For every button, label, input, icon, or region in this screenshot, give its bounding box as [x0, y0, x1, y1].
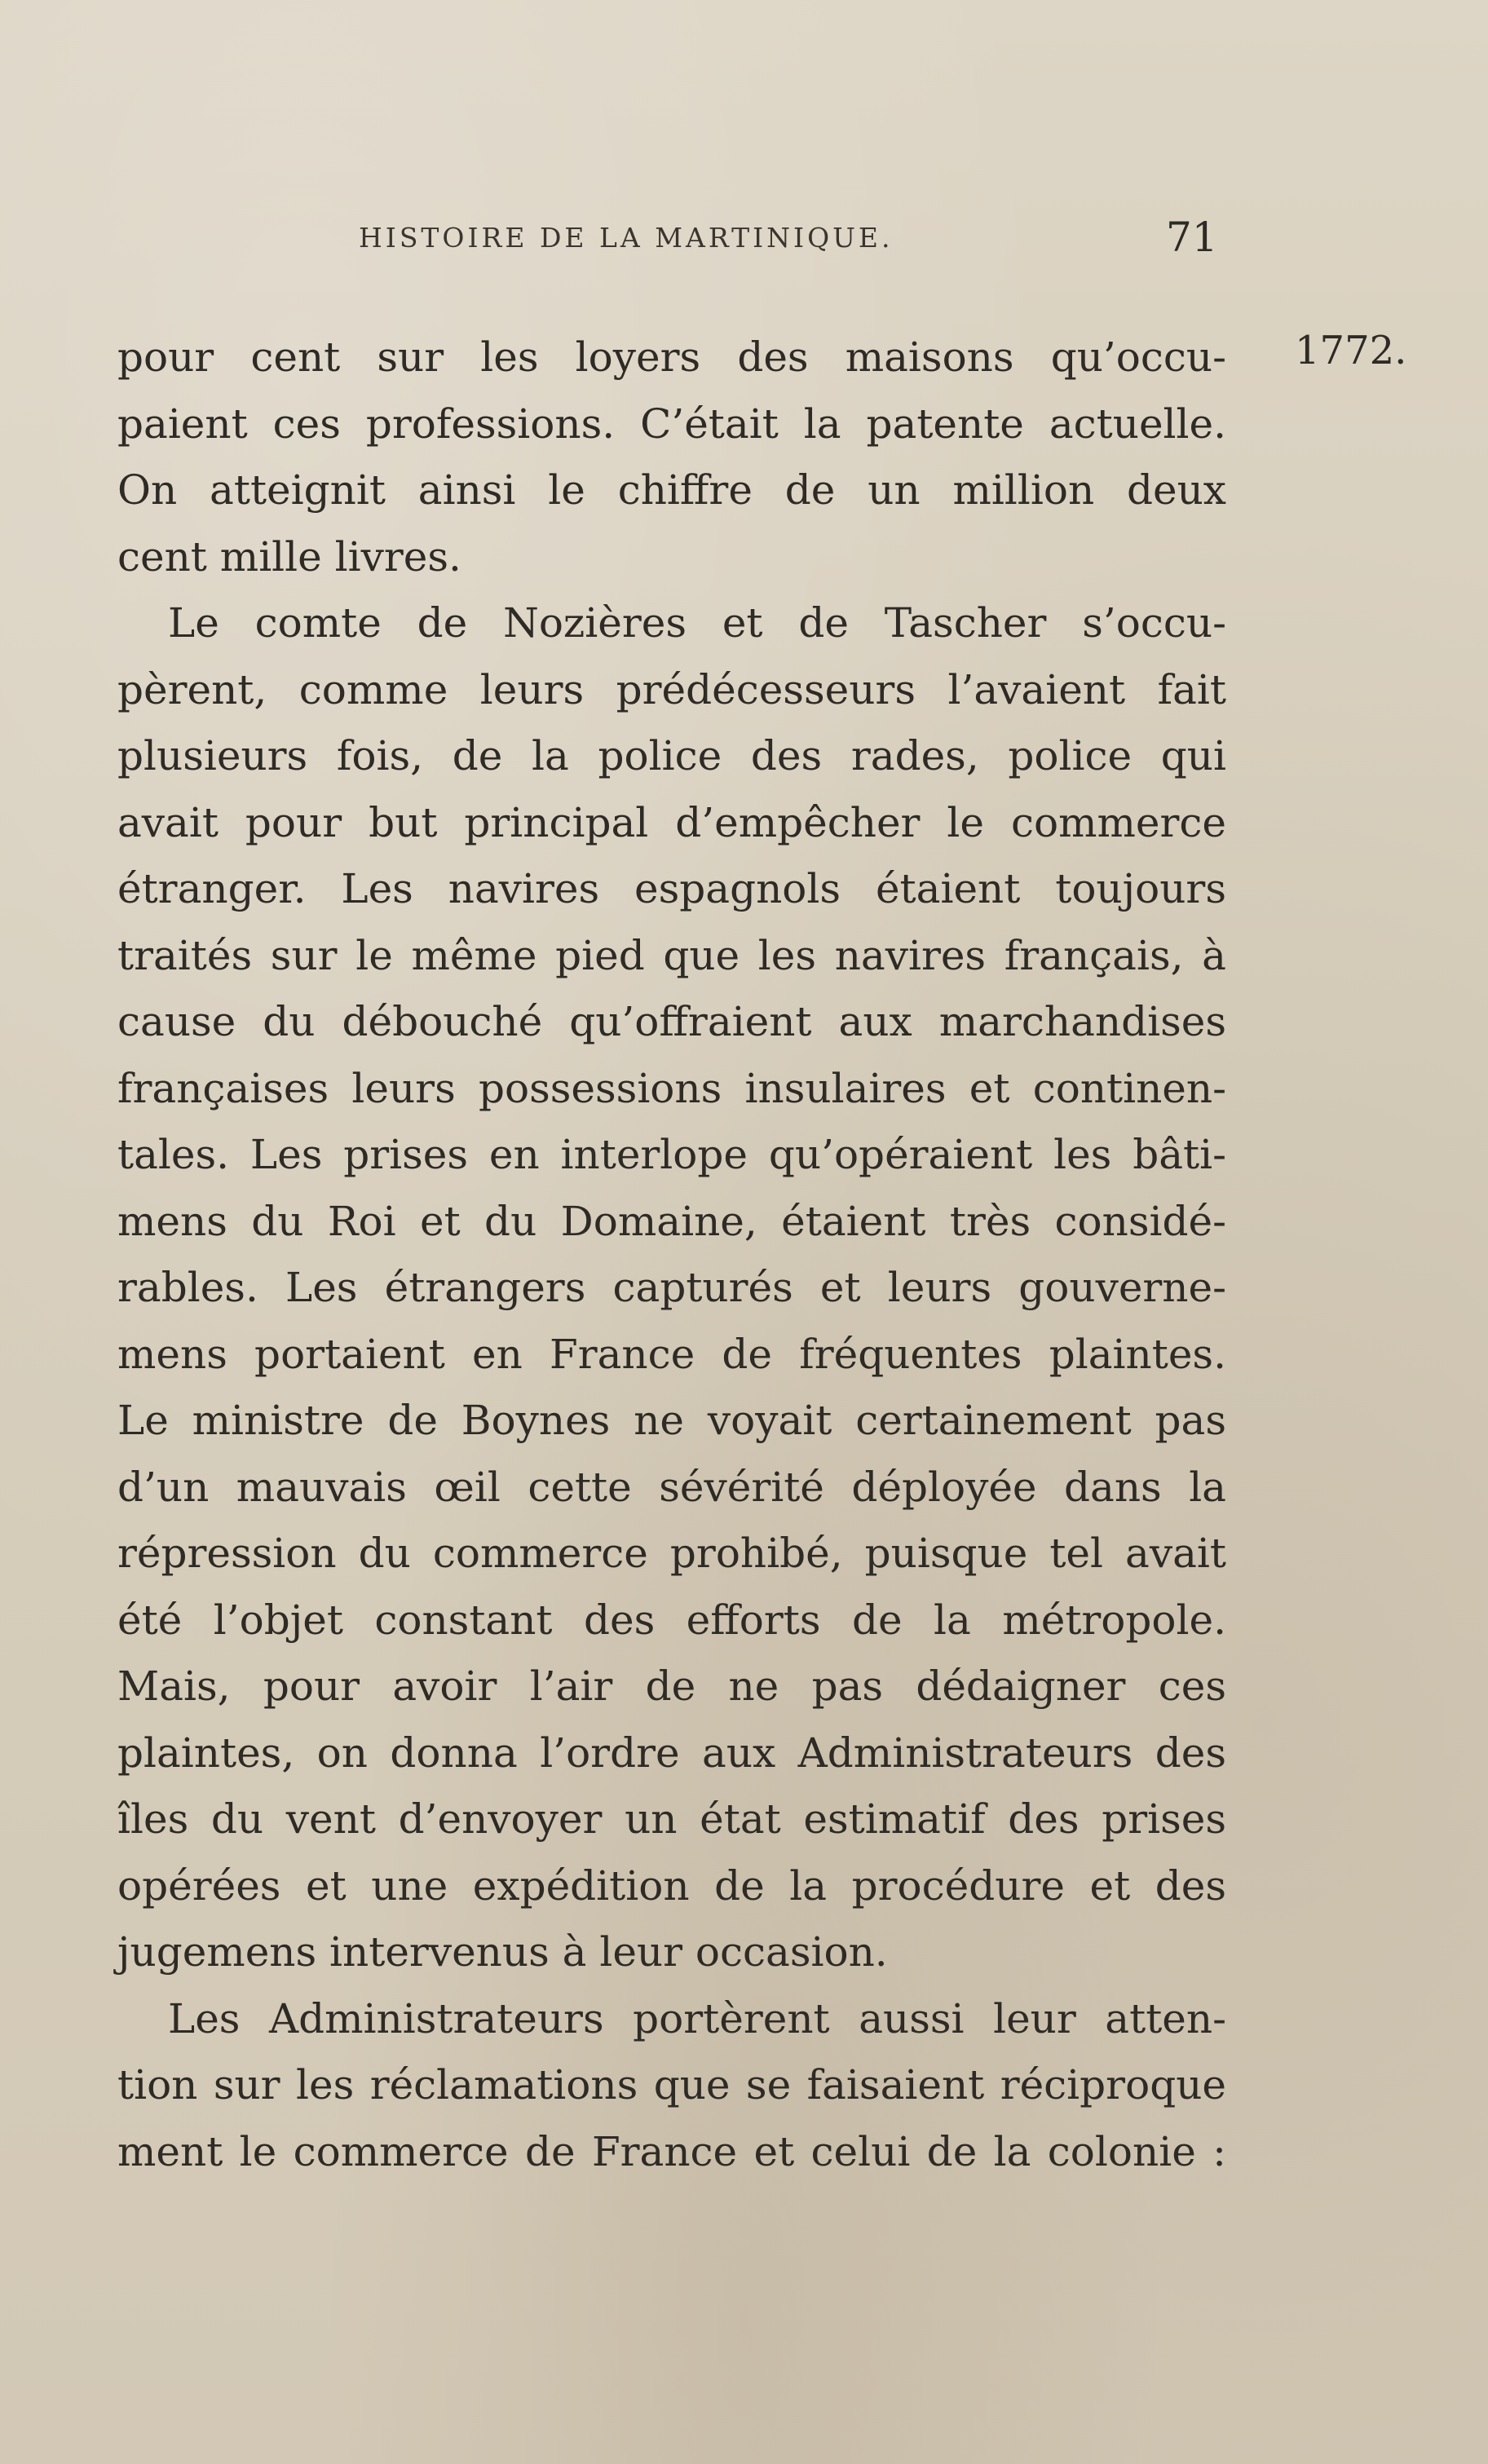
text-line: répression du commerce prohibé, puisque tel avait [117, 1530, 1226, 1577]
text-line: pèrent, comme leurs prédécesseurs l’avaient fait [117, 665, 1226, 713]
text-line: ment le commerce de France et celui de la colonie : [117, 2127, 1226, 2175]
text-line: étranger. Les navires espagnols étaient toujours [117, 865, 1226, 912]
text-line: pour cent sur les loyers des maisons qu’occu- [117, 333, 1226, 381]
text-line: Les Administrateurs portèrent aussi leur atten- [168, 1994, 1226, 2042]
text-line: opérées et une expédition de la procédure et des [117, 1861, 1226, 1910]
text-line: Le ministre de Boynes ne voyait certainement pas [117, 1397, 1226, 1444]
text-line: paient ces professions. C’était la patente actuelle. [117, 400, 1226, 448]
text-line: plusieurs fois, de la police des rades, police qui [117, 732, 1226, 779]
text-line: Mais, pour avoir l’air de ne pas dédaigner ces [117, 1663, 1226, 1710]
text-line: d’un mauvais œil cette sévérité déployée dans la [117, 1463, 1226, 1511]
text-line: On atteignit ainsi le chiffre de un million deux [117, 466, 1226, 514]
margin-year-note: 1772. [1295, 328, 1407, 373]
text-line: îles du vent d’envoyer un état estimatif des prises [117, 1795, 1226, 1843]
text-line: tion sur les réclamations que se faisaient réciproque [117, 2061, 1226, 2109]
text-line: jugemens intervenus à leur occasion. [117, 1928, 888, 1976]
text-line: françaises leurs possessions insulaires et continen- [117, 1064, 1226, 1112]
text-line: mens portaient en France de fréquentes plaintes. [117, 1330, 1226, 1378]
body-text [117, 325, 1226, 2185]
text-line: traités sur le même pied que les navires français, à [117, 931, 1226, 979]
text-line: Le comte de Nozières et de Tascher s’occu- [168, 599, 1226, 647]
text-line: avait pour but principal d’empêcher le commerce [117, 798, 1226, 846]
text-line: plaintes, on donna l’ordre aux Administrateurs des [117, 1729, 1226, 1777]
text-line: cause du débouché qu’offraient aux marchandises [117, 998, 1226, 1045]
running-head: HISTOIRE DE LA MARTINIQUE. [359, 222, 894, 254]
page-number: 71 [1166, 214, 1218, 261]
text-line: tales. Les prises en interlope qu’opéraient les bâti- [117, 1131, 1226, 1178]
text-line: été l’objet constant des efforts de la métropole. [117, 1596, 1226, 1644]
text-line: rables. Les étrangers capturés et leurs gouverne- [117, 1264, 1226, 1311]
text-line: cent mille livres. [117, 532, 461, 581]
text-line: mens du Roi et du Domaine, étaient très considé- [117, 1197, 1226, 1245]
